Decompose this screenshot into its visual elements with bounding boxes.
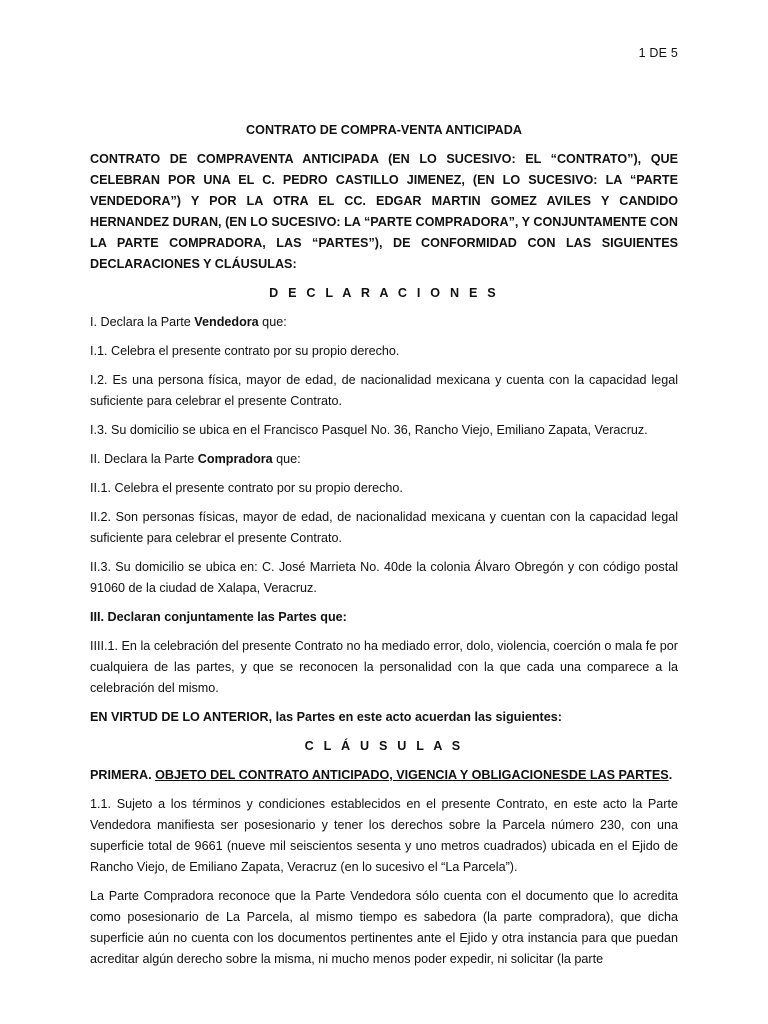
compradora-suffix: que:	[272, 452, 301, 466]
declaration-item-i3: I.3. Su domicilio se ubica en el Francisco Pasquel No. 36, Rancho Viejo, Emiliano Zapata, Veracruz.	[90, 423, 648, 437]
compradora-declaration-heading	[90, 449, 678, 470]
virtud-statement	[90, 707, 678, 728]
compradora-party: Compradora	[197, 452, 273, 466]
clause-primera-title: OBJETO DEL CONTRATO ANTICIPADO, VIGENCIA Y OBLIGACIONESDE LAS PARTES	[155, 768, 669, 782]
document-body	[90, 120, 678, 978]
declaration-item-ii3: II.3. Su domicilio se ubica en: C. José Marrieta No. 40de la colonia Álvaro Obregón y con código postal 91060 de la ciudad de Xalapa, Veracruz.	[90, 560, 678, 595]
clause-paragraph-compradora: La Parte Compradora reconoce que la Parte Vendedora sólo cuenta con el documento que lo acredita como posesionario de La Parcela, al mismo tiempo es sabedora (la parte compradora), que dicha superficie aún no cuenta con los documentos pertinentes ante el Ejido y otra instancia para que puedan acreditar algún derecho sobre la misma, ni mucho menos poder expedir, ni solicitar (la parte	[90, 889, 678, 966]
compradora-prefix: II. Declara la Parte	[90, 452, 198, 466]
virtud-rest: las Partes en este acto acuerdan las siguientes:	[272, 710, 562, 724]
clause-primera-label: PRIMERA.	[90, 768, 152, 782]
declaration-item-ii2: II.2. Son personas físicas, mayor de edad, de nacionalidad mexicana y cuentan con la capacidad legal suficiente para celebrar el presente Contrato.	[90, 510, 678, 545]
vendedora-prefix: I. Declara la Parte	[90, 315, 195, 329]
virtud-lead: EN VIRTUD DE LO ANTERIOR,	[90, 710, 273, 724]
page-number: 1 DE 5	[638, 46, 678, 60]
clause-paragraph-1-1: 1.1. Sujeto a los términos y condiciones establecidos en el presente Contrato, en este acto la Parte Vendedora manifiesta ser posesionario y tener los derechos sobre la Parcela número 230, con una superficie total de 9661 (nueve mil seiscientos sesenta y uno metros cuadrados) ubicada en el Ejido de Rancho Viejo, de Emiliano Zapata, Veracruz (en lo sucesivo el “La Parcela”).	[90, 797, 678, 874]
contract-intro: CONTRATO DE COMPRAVENTA ANTICIPADA (EN LO SUCESIVO: EL “CONTRATO”), QUE CELEBRAN POR UNA EL C. PEDRO CASTILLO JIMENEZ, (EN LO SUCESIVO: LA “PARTE VENDEDORA”) Y POR LA OTRA EL CC. EDGAR MARTIN GOMEZ AVILES Y CANDIDO HERNANDEZ DURAN, (EN LO SUCESIVO: LA “PARTE COMPRADORA”, Y CONJUNTAMENTE CON LA PARTE COMPRADORA, LAS “PARTES”), DE CONFORMIDAD CON LAS SIGUIENTES DECLARACIONES Y CLÁUSULAS:	[90, 152, 678, 271]
vendedora-suffix: que:	[258, 315, 287, 329]
vendedora-party: Vendedora	[194, 315, 259, 329]
declaration-item-iii1: IIII.1. En la celebración del presente Contrato no ha mediado error, dolo, violencia, coerción o mala fe por cualquiera de las partes, y que se reconocen la personalidad con la que cada una comparece a la celebración del mismo.	[90, 639, 678, 695]
declaration-item-ii1: II.1. Celebra el presente contrato por su propio derecho.	[90, 481, 403, 495]
clausulas-heading: C L Á U S U L A S	[304, 739, 464, 753]
clause-primera-heading	[90, 765, 678, 786]
joint-declaration-heading: III. Declaran conjuntamente las Partes que:	[90, 610, 347, 624]
vendedora-declaration-heading	[90, 312, 678, 333]
declaraciones-heading: D E C L A R A C I O N E S	[269, 286, 499, 300]
declaration-item-i1: I.1. Celebra el presente contrato por su propio derecho.	[90, 344, 400, 358]
clause-primera-end: .	[668, 768, 673, 782]
contract-title: CONTRATO DE COMPRA-VENTA ANTICIPADA	[246, 123, 522, 137]
declaration-item-i2: I.2. Es una persona física, mayor de edad, de nacionalidad mexicana y cuenta con la capacidad legal suficiente para celebrar el presente Contrato.	[90, 373, 678, 408]
